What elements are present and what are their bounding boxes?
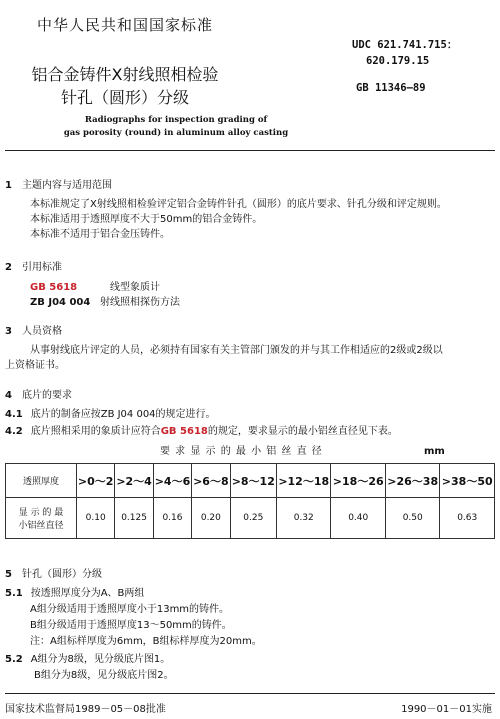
section-1-para-2: 本标准适用于透照厚度不大于50mm的铝合金铸件。 bbox=[30, 214, 263, 225]
section-3-para-2: 上资格证书。 bbox=[5, 360, 65, 371]
title-en-line-2: gas porosity (round) in aluminum alloy casting bbox=[63, 128, 289, 138]
range-cell: >38～50 bbox=[440, 464, 495, 498]
diameter-cell: 0.63 bbox=[440, 498, 495, 539]
clause-4-1: 4.1 底片的制备应按ZB J04 004的规定进行。 bbox=[5, 409, 216, 420]
range-cell: >0～2 bbox=[77, 464, 115, 498]
reference-2-code: ZB J04 004 bbox=[30, 297, 91, 308]
section-1-para-1: 本标准规定了X射线照相检验评定铝合金铸件针孔（圆形）的底片要求、针孔分级和评定规则。 bbox=[30, 199, 447, 210]
title-en-line-1: Radiographs for inspection grading of bbox=[84, 115, 268, 125]
min-wire-diameter-table bbox=[5, 463, 495, 539]
clause-5-1-group-b: B组分级适用于透照厚度13～50mm的铸件。 bbox=[30, 620, 232, 631]
standard-number: GB 11346—89 bbox=[356, 82, 426, 94]
table-row-thickness bbox=[6, 464, 495, 498]
diameter-cell: 0.20 bbox=[192, 498, 230, 539]
range-cell: >4～6 bbox=[153, 464, 191, 498]
section-4-heading: 4 底片的要求 bbox=[5, 390, 72, 401]
udc-code bbox=[352, 37, 457, 69]
reference-1-code: GB 5618 bbox=[30, 282, 78, 293]
clause-5-1: 5.1 按透照厚度分为A、B两组 bbox=[5, 588, 145, 599]
reference-2 bbox=[30, 295, 180, 310]
header-divider bbox=[5, 150, 495, 151]
clause-5-2-group-b: B组分为8级，见分级底片图2。 bbox=[34, 670, 174, 681]
section-1-body bbox=[30, 197, 495, 242]
table-caption: 要 求 显 示 的 最 小 铝 丝 直 径 bbox=[160, 446, 323, 457]
udc-line-1: UDC 621.741.715： bbox=[352, 39, 458, 51]
range-cell: >12～18 bbox=[277, 464, 331, 498]
reference-1-name: 线型象质计 bbox=[110, 282, 160, 293]
diameter-cell: 0.10 bbox=[77, 498, 115, 539]
range-cell: >18～26 bbox=[331, 464, 385, 498]
section-3-body bbox=[5, 343, 490, 373]
clause-5-2: 5.2 A组分为8级，见分级底片图1。 bbox=[5, 654, 171, 665]
section-1-para-3: 本标准不适用于铝合金压铸件。 bbox=[30, 229, 170, 240]
diameter-cell: 0.125 bbox=[115, 498, 153, 539]
clause-5-1-note: 注：A组标样厚度为6mm，B组标样厚度为20mm。 bbox=[30, 636, 262, 647]
diameter-cell: 0.40 bbox=[331, 498, 385, 539]
row-label-diameter: 显 示 的 最 小铝丝直径 bbox=[6, 498, 77, 539]
issuing-organization: 中华人民共和国国家标准 bbox=[36, 16, 213, 34]
range-cell: >2～4 bbox=[115, 464, 153, 498]
diameter-cell: 0.32 bbox=[277, 498, 331, 539]
reference-1 bbox=[30, 280, 160, 295]
range-cell: >6～8 bbox=[192, 464, 230, 498]
effective-date: 1990－01－01实施 bbox=[401, 704, 492, 715]
table-unit: mm bbox=[424, 446, 445, 457]
clause-4-2-code: GB 5618 bbox=[160, 426, 208, 437]
reference-2-name: 射线照相探伤方法 bbox=[100, 297, 180, 308]
section-3-heading: 3 人员资格 bbox=[5, 326, 62, 337]
title-cn-line-2: 针孔（圆形）分级 bbox=[60, 88, 189, 107]
clause-5-1-group-a: A组分级适用于透照厚度小于13mm的铸件。 bbox=[30, 604, 230, 615]
section-2-heading: 2 引用标准 bbox=[5, 262, 62, 273]
clause-4-2: 4.2 底片照相采用的象质计应符合GB 5618的规定，要求显示的最小铝丝直径见下表。 bbox=[5, 426, 398, 437]
row-label-thickness: 透照厚度 bbox=[6, 464, 77, 498]
title-cn-line-1: 铝合金铸件X射线照相检验 bbox=[31, 65, 219, 84]
range-cell: >26～38 bbox=[385, 464, 439, 498]
section-3-para-1: 从事射线底片评定的人员，必须持有国家有关主管部门颁发的并与其工作相适应的2级或2级以 bbox=[30, 345, 443, 356]
section-5-heading: 5 针孔（圆形）分级 bbox=[5, 569, 102, 580]
footer-divider bbox=[5, 693, 495, 694]
diameter-cell: 0.16 bbox=[153, 498, 191, 539]
udc-line-2: 620.179.15 bbox=[366, 55, 430, 67]
diameter-cell: 0.25 bbox=[230, 498, 276, 539]
approval-date: 国家技术监督局1989－05－08批准 bbox=[5, 704, 166, 715]
diameter-cell: 0.50 bbox=[385, 498, 439, 539]
table-row-diameter bbox=[6, 498, 495, 539]
range-cell: >8～12 bbox=[230, 464, 276, 498]
section-1-heading: 1 主题内容与适用范围 bbox=[5, 180, 112, 191]
